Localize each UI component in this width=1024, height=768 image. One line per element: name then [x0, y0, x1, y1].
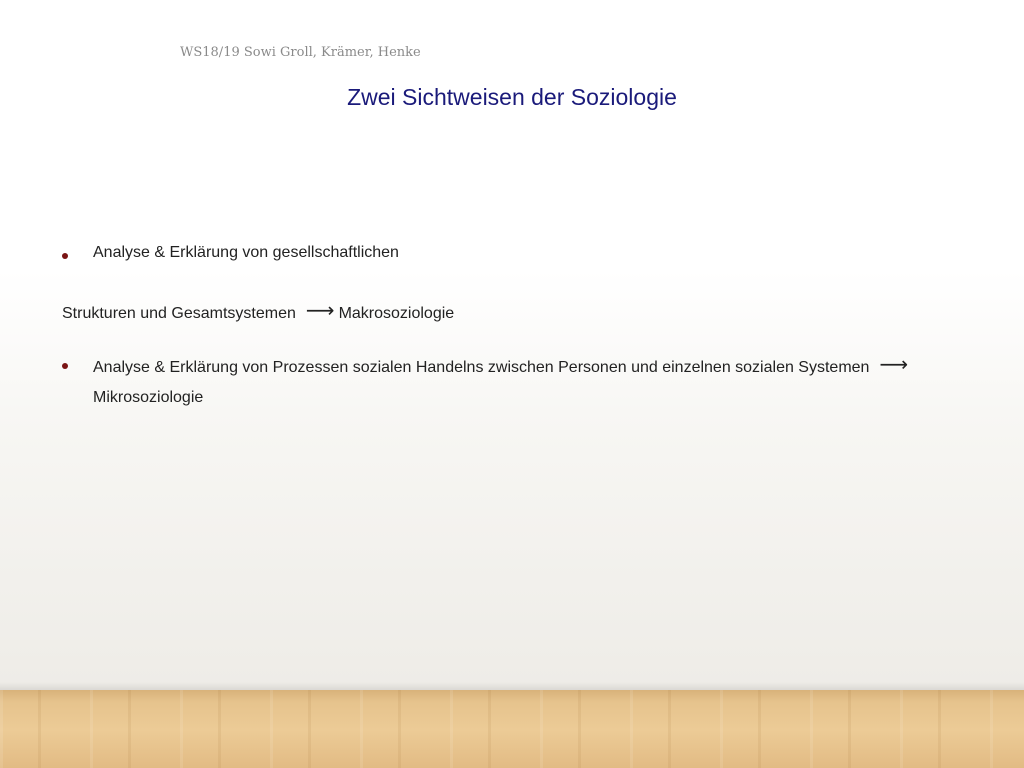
item2-line1: [93, 353, 912, 377]
item1-line2-result: Makrosoziologie: [338, 305, 455, 322]
item1-line2-text: Strukturen und Gesamtsystemen: [62, 305, 296, 322]
bullet-dot: [62, 253, 68, 259]
right-arrow-icon: ⟶: [305, 298, 335, 322]
item2-line1-text: Analyse & Erklärung von Prozessen sozialen Handelns zwischen Personen und einzelnen sozialen Systemen: [93, 359, 870, 376]
wooden-floor-background: [0, 690, 1024, 768]
bullet-dot: [62, 363, 68, 369]
slide-title: Zwei Sichtweisen der Soziologie: [347, 84, 677, 110]
item2-line2: Mikrosoziologie: [93, 389, 204, 406]
item1-line2: [62, 299, 454, 323]
right-arrow-icon: ⟶: [879, 352, 909, 376]
header-credit: WS18/19 Sowi Groll, Krämer, Henke: [180, 45, 421, 60]
item1-line1: Analyse & Erklärung von gesellschaftlichen: [93, 244, 399, 261]
